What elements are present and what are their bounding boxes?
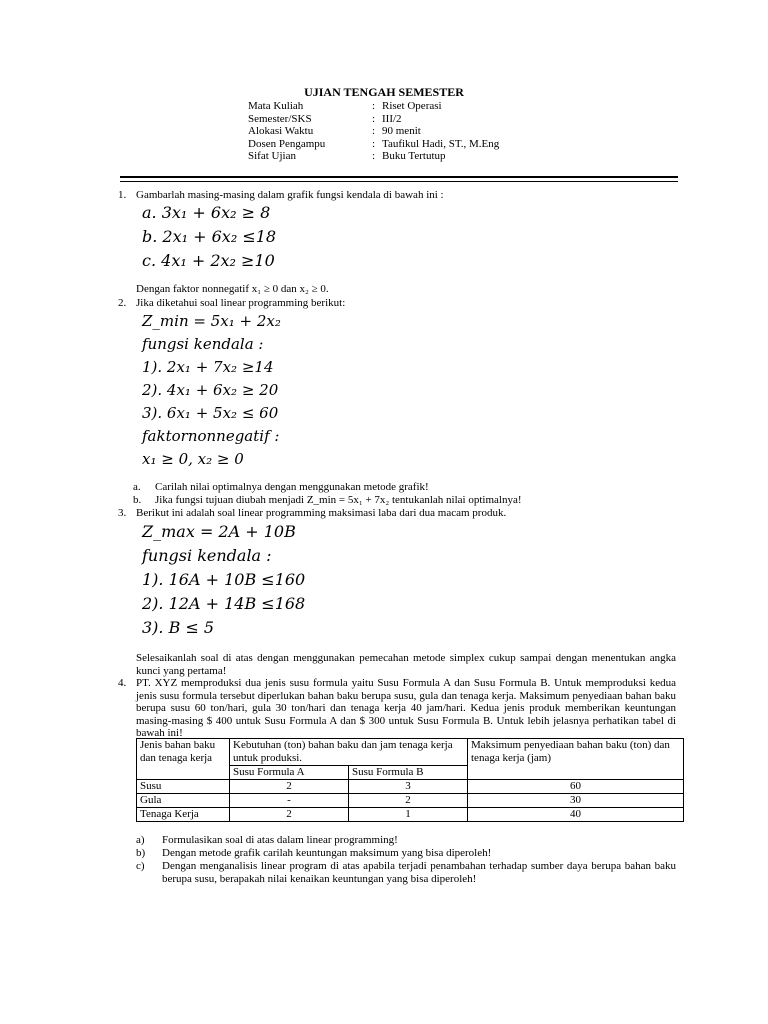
q2-number: 2.: [118, 297, 127, 309]
q2-nonneg-title: faktornonnegatif :: [142, 427, 280, 445]
info-value: Buku Tertutup: [382, 150, 446, 162]
q1-item-b: b. 2x₁ + 6x₂ ≤18: [142, 227, 277, 246]
info-value: 90 menit: [382, 125, 421, 137]
table-cell: 2: [349, 794, 468, 808]
q2-constraint-2: 2). 4x₁ + 6x₂ ≥ 20: [142, 381, 279, 399]
info-label: Mata Kuliah: [248, 100, 304, 112]
q4-number: 4.: [118, 677, 127, 689]
table-header: Jenis bahan baku dan tenaga kerja: [137, 739, 230, 780]
exam-title: UJIAN TENGAH SEMESTER: [304, 85, 464, 99]
table-cell: Gula: [137, 794, 230, 808]
q3-footer: Selesaikanlah soal di atas dengan menggunakan pemecahan metode simplex cukup sampai dengan menentukan angka kunci yang pertama!: [136, 652, 676, 677]
table-header: Maksimum penyediaan bahan baku (ton) dan tenaga kerja (jam): [468, 739, 684, 780]
q3-constraint-3: 3). B ≤ 5: [142, 618, 215, 637]
info-label: Dosen Pengampu: [248, 137, 326, 150]
info-row-time: Alokasi Waktu : 90 menit: [248, 125, 421, 137]
info-value: Riset Operasi: [382, 100, 442, 112]
info-row-semester: Semester/SKS : III/2: [248, 112, 402, 125]
info-label: Semester/SKS: [248, 112, 312, 125]
info-label: Sifat Ujian: [248, 150, 296, 162]
info-row-course: Mata Kuliah : Riset Operasi: [248, 100, 442, 112]
q3-constraint-title: fungsi kendala :: [142, 546, 272, 565]
q1-footer: Dengan faktor nonnegatif x₁ ≥ 0 dan x₂ ≥ 0.: [136, 283, 329, 295]
info-label: Alokasi Waktu: [248, 125, 314, 137]
exam-info: [248, 100, 499, 163]
q2-sub-b-label: b.: [133, 494, 142, 506]
q2-constraint-3: 3). 6x₁ + 5x₂ ≤ 60: [142, 404, 279, 422]
table-cell: 2: [230, 780, 349, 794]
q3-objective: Z_max = 2A + 10B: [142, 522, 296, 541]
q2-nonneg: x₁ ≥ 0, x₂ ≥ 0: [142, 450, 244, 468]
q2-constraint-title: fungsi kendala :: [142, 335, 264, 353]
table-cell: 60: [468, 780, 684, 794]
q4-sub-b-text: Dengan metode grafik carilah keuntungan maksimum yang bisa diperoleh!: [162, 847, 492, 859]
q4-text: PT. XYZ memproduksi dua jenis susu formula yaitu Susu Formula A dan Susu Formula B. Untuk memproduksi kedua jenis susu formula tersebut diperlukan bahan baku berupa susu, gula dan tenaga kerja. Maksimum penyediaan bahan baku berupa susu 60 ton/hari, gula 30 ton/hari dan tenaga kerja 40 jam/hari. Kedua jenis produk memberikan keuntungan masing-masing $ 400 untuk Susu Formula A dan $ 300 untuk Susu Formula B. Untuk lebih jelasnya perhatikan tabel di bawah ini!: [136, 677, 676, 739]
table-cell: Susu: [137, 780, 230, 794]
q3-number: 3.: [118, 507, 127, 519]
table-row: [137, 780, 684, 794]
table-cell: 1: [349, 808, 468, 822]
q3-constraint-1: 1). 16A + 10B ≤160: [142, 570, 306, 589]
table-subheader: Susu Formula A: [230, 766, 349, 780]
info-row-type: Sifat Ujian : Buku Tertutup: [248, 150, 446, 162]
q2-sub-a-text: Carilah nilai optimalnya dengan menggunakan metode grafik!: [155, 481, 429, 493]
table-cell: 2: [230, 808, 349, 822]
q2-sub-a-label: a.: [133, 481, 141, 493]
table-cell: -: [230, 794, 349, 808]
table-cell: Tenaga Kerja: [137, 808, 230, 822]
q2-constraint-1: 1). 2x₁ + 7x₂ ≥14: [142, 358, 274, 376]
q3-text: Berikut ini adalah soal linear programming maksimasi laba dari dua macam produk.: [136, 507, 507, 519]
table-row: [137, 808, 684, 822]
divider: [120, 181, 678, 182]
q1-item-c: c. 4x₁ + 2x₂ ≥10: [142, 251, 275, 270]
q3-constraint-2: 2). 12A + 14B ≤168: [142, 594, 306, 613]
table-header-row: [137, 739, 684, 766]
q4-sub-c-text: Dengan menganalisis linear program di atas apabila terjadi penambahan terhadap sumber daya berupa bahan baku berupa susu, berapakah nilai kenaikan keuntungan yang bisa diperoleh!: [162, 860, 676, 885]
table-header: Kebutuhan (ton) bahan baku dan jam tenaga kerja untuk produksi.: [230, 739, 468, 766]
q1-number: 1.: [118, 189, 127, 201]
requirements-table: [136, 738, 684, 822]
q1-text: Gambarlah masing-masing dalam grafik fungsi kendala di bawah ini :: [136, 189, 444, 201]
table-cell: 30: [468, 794, 684, 808]
q4-sub-c-label: c): [136, 860, 145, 872]
q4-sub-b-label: b): [136, 847, 146, 859]
q2-text: Jika diketahui soal linear programming berikut:: [136, 297, 346, 309]
q2-sub-b-text: Jika fungsi tujuan diubah menjadi Z_min = 5x₁ + 7x₂ tentukanlah nilai optimalnya!: [155, 494, 522, 506]
q4-sub-a-text: Formulasikan soal di atas dalam linear programming!: [162, 834, 398, 846]
info-row-lecturer: Dosen Pengampu : Taufikul Hadi, ST., M.Eng: [248, 137, 500, 150]
info-value: III/2: [382, 112, 402, 125]
table-cell: 40: [468, 808, 684, 822]
q4-sub-a-label: a): [136, 834, 145, 846]
table-row: [137, 794, 684, 808]
table-subheader: Susu Formula B: [349, 766, 468, 780]
q2-objective: Z_min = 5x₁ + 2x₂: [142, 312, 281, 330]
info-value: Taufikul Hadi, ST., M.Eng: [382, 137, 500, 150]
table-cell: 3: [349, 780, 468, 794]
divider: [120, 176, 678, 178]
q1-item-a: a. 3x₁ + 6x₂ ≥ 8: [142, 203, 271, 222]
